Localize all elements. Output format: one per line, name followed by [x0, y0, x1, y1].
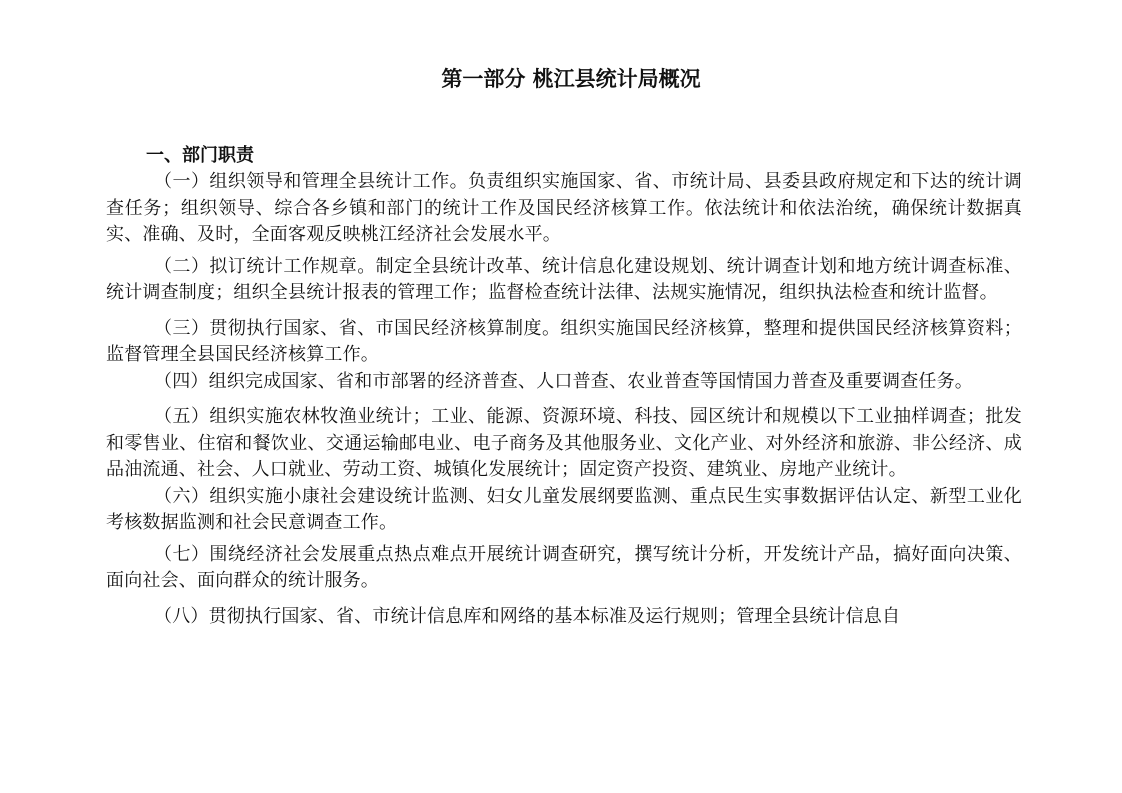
page-title: 第一部分 桃江县统计局概况 — [441, 67, 701, 91]
section-heading: 一、部门职责 — [146, 145, 254, 166]
paragraph-duty-2: （二）拟订统计工作规章。制定全县统计改革、统计信息化建设规划、统计调查计划和地方统计调查标准、统计调查制度；组织全县统计报表的管理工作；监督检查统计法律、法规实施情况，组织执法检查和统计监督。 — [106, 255, 1022, 303]
paragraph-duty-7: （七）围绕经济社会发展重点热点难点开展统计调查研究，撰写统计分析，开发统计产品，搞好面向决策、面向社会、面向群众的统计服务。 — [106, 543, 1022, 591]
paragraph-duty-5: （五）组织实施农林牧渔业统计；工业、能源、资源环境、科技、园区统计和规模以下工业抽样调查；批发和零售业、住宿和餐饮业、交通运输邮电业、电子商务及其他服务业、文化产业、对外经济和旅游、非公经济、成品油流通、社会、人口就业、劳动工资、城镇化发展统计；固定资产投资、建筑业、房地产业统计。 — [106, 406, 1022, 480]
paragraph-duty-3: （三）贯彻执行国家、省、市国民经济核算制度。组织实施国民经济核算，整理和提供国民经济核算资料；监督管理全县国民经济核算工作。 — [106, 317, 1022, 365]
section-body — [106, 143, 1022, 630]
paragraph-duty-4: （四）组织完成国家、省和市部署的经济普查、人口普查、农业普查等国情国力普查及重要调查任务。 — [154, 370, 973, 392]
paragraph-duty-1: （一）组织领导和管理全县统计工作。负责组织实施国家、省、市统计局、县委县政府规定和下达的统计调查任务；组织领导、综合各乡镇和部门的统计工作及国民经济核算工作。依法统计和依法治统，确保统计数据真实、准确、及时，全面客观反映桃江经济社会发展水平。 — [106, 171, 1022, 245]
paragraph-duty-8: （八）贯彻执行国家、省、市统计信息库和网络的基本标准及运行规则；管理全县统计信息自 — [154, 605, 901, 627]
paragraph-duty-6: （六）组织实施小康社会建设统计监测、妇女儿童发展纲要监测、重点民生实事数据评估认定、新型工业化考核数据监测和社会民意调查工作。 — [106, 485, 1022, 533]
